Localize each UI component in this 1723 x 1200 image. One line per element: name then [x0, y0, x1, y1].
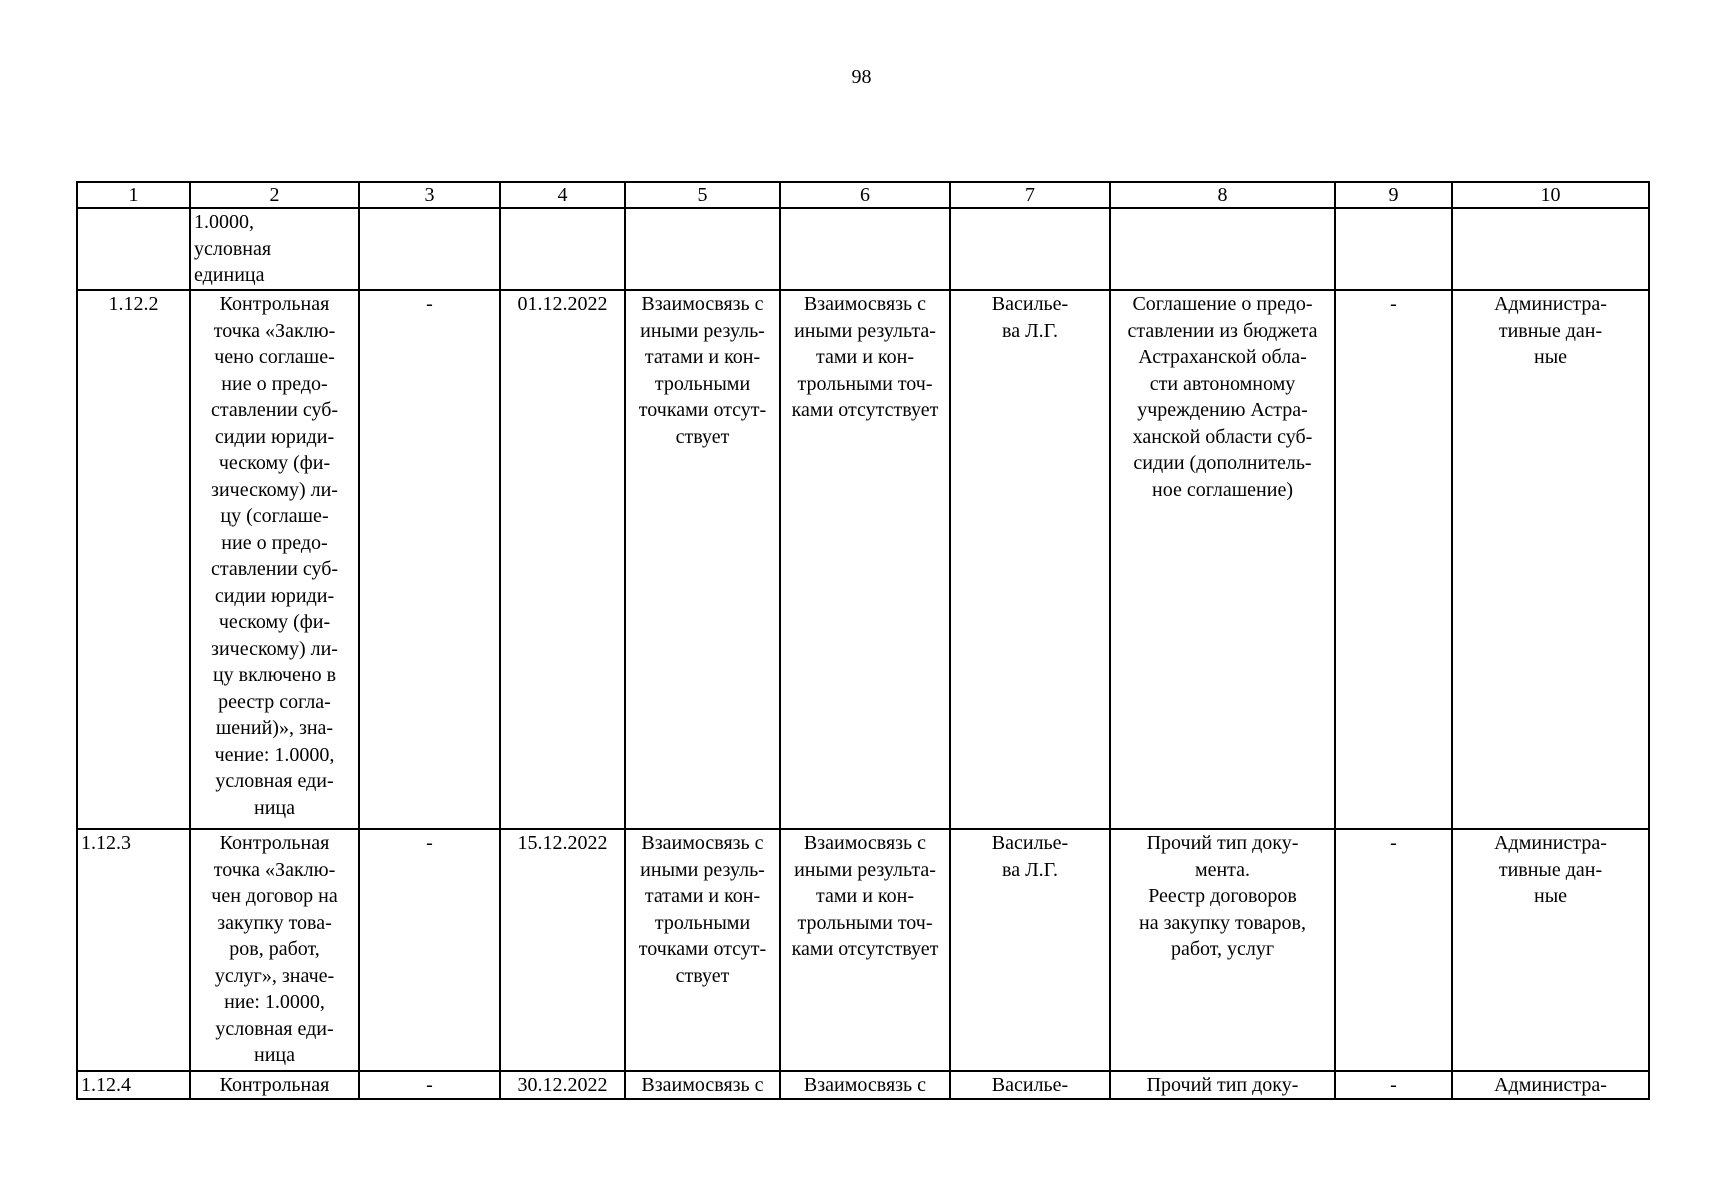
cell-relation-points: [780, 208, 950, 290]
header-row: [77, 182, 1649, 208]
cell-col3: -: [359, 290, 500, 829]
header-cell-9: 9: [1335, 182, 1452, 208]
cell-col3: -: [359, 1071, 500, 1099]
cell-name: Контрольная точка «Заклю- чен договор на закупку това- ров, работ, услуг», значе- ние: 1.0000, условная еди- ница: [190, 829, 359, 1071]
cell-responsible: Василье- ва Л.Г.: [950, 290, 1110, 829]
header-cell-8: 8: [1110, 182, 1335, 208]
cell-date: [500, 208, 625, 290]
cell-col9: -: [1335, 1071, 1452, 1099]
cell-document: Прочий тип доку-: [1110, 1071, 1335, 1099]
cell-document: Соглашение о предо- ставлении из бюджета Астраханской обла- сти автономному учреждению Астра- ханской области суб- сидии (дополнитель- ное соглашение): [1110, 290, 1335, 829]
data-table: [76, 181, 1650, 1100]
cell-relation-results: Взаимосвязь с иными резуль- татами и кон- трольными точками отсут- ствует: [625, 290, 780, 829]
cell-relation-results: Взаимосвязь с иными резуль- татами и кон- трольными точками отсут- ствует: [625, 829, 780, 1071]
cell-responsible: [950, 208, 1110, 290]
cell-relation-results: Взаимосвязь с: [625, 1071, 780, 1099]
cell-responsible: Василье-: [950, 1071, 1110, 1099]
cell-relation-results: [625, 208, 780, 290]
header-cell-1: 1: [77, 182, 190, 208]
cell-col9: -: [1335, 290, 1452, 829]
header-cell-6: 6: [780, 182, 950, 208]
cell-col3: [359, 208, 500, 290]
cell-source: [1452, 208, 1649, 290]
cell-col9: -: [1335, 829, 1452, 1071]
header-cell-3: 3: [359, 182, 500, 208]
cell-source: Администра- тивные дан- ные: [1452, 290, 1649, 829]
header-cell-7: 7: [950, 182, 1110, 208]
header-cell-10: 10: [1452, 182, 1649, 208]
table-row: [77, 1071, 1649, 1099]
table-row: [77, 290, 1649, 829]
header-cell-2: 2: [190, 182, 359, 208]
cell-number: [77, 208, 190, 290]
header-cell-4: 4: [500, 182, 625, 208]
cell-date: 15.12.2022: [500, 829, 625, 1071]
cell-date: 01.12.2022: [500, 290, 625, 829]
table-row: [77, 208, 1649, 290]
table-row: [77, 829, 1649, 1071]
cell-responsible: Василье- ва Л.Г.: [950, 829, 1110, 1071]
cell-col9: [1335, 208, 1452, 290]
cell-relation-points: Взаимосвязь с иными результа- тами и кон- трольными точ- ками отсутствует: [780, 829, 950, 1071]
cell-name: Контрольная точка «Заклю- чено соглаше- ние о предо- ставлении суб- сидии юриди- ческому (фи- зическому) ли- цу (соглаше- ние о предо- ставлении суб- сидии юриди- ческому (фи- зическому) ли- цу включено в реестр согла- шений)», зна- чение: 1.0000, условная еди- ница: [190, 290, 359, 829]
cell-number: 1.12.3: [77, 829, 190, 1071]
page-number: 98: [851, 66, 872, 88]
cell-source: Администра- тивные дан- ные: [1452, 829, 1649, 1071]
cell-number: 1.12.4: [77, 1071, 190, 1099]
cell-name: Контрольная: [190, 1071, 359, 1099]
cell-relation-points: Взаимосвязь с: [780, 1071, 950, 1099]
cell-document: Прочий тип доку- мента. Реестр договоров на закупку товаров, работ, услуг: [1110, 829, 1335, 1071]
cell-number: 1.12.2: [77, 290, 190, 829]
cell-date: 30.12.2022: [500, 1071, 625, 1099]
cell-name: 1.0000, условная единица: [190, 208, 359, 290]
cell-col3: -: [359, 829, 500, 1071]
cell-source: Администра-: [1452, 1071, 1649, 1099]
cell-document: [1110, 208, 1335, 290]
header-cell-5: 5: [625, 182, 780, 208]
cell-relation-points: Взаимосвязь с иными результа- тами и кон- трольными точ- ками отсутствует: [780, 290, 950, 829]
